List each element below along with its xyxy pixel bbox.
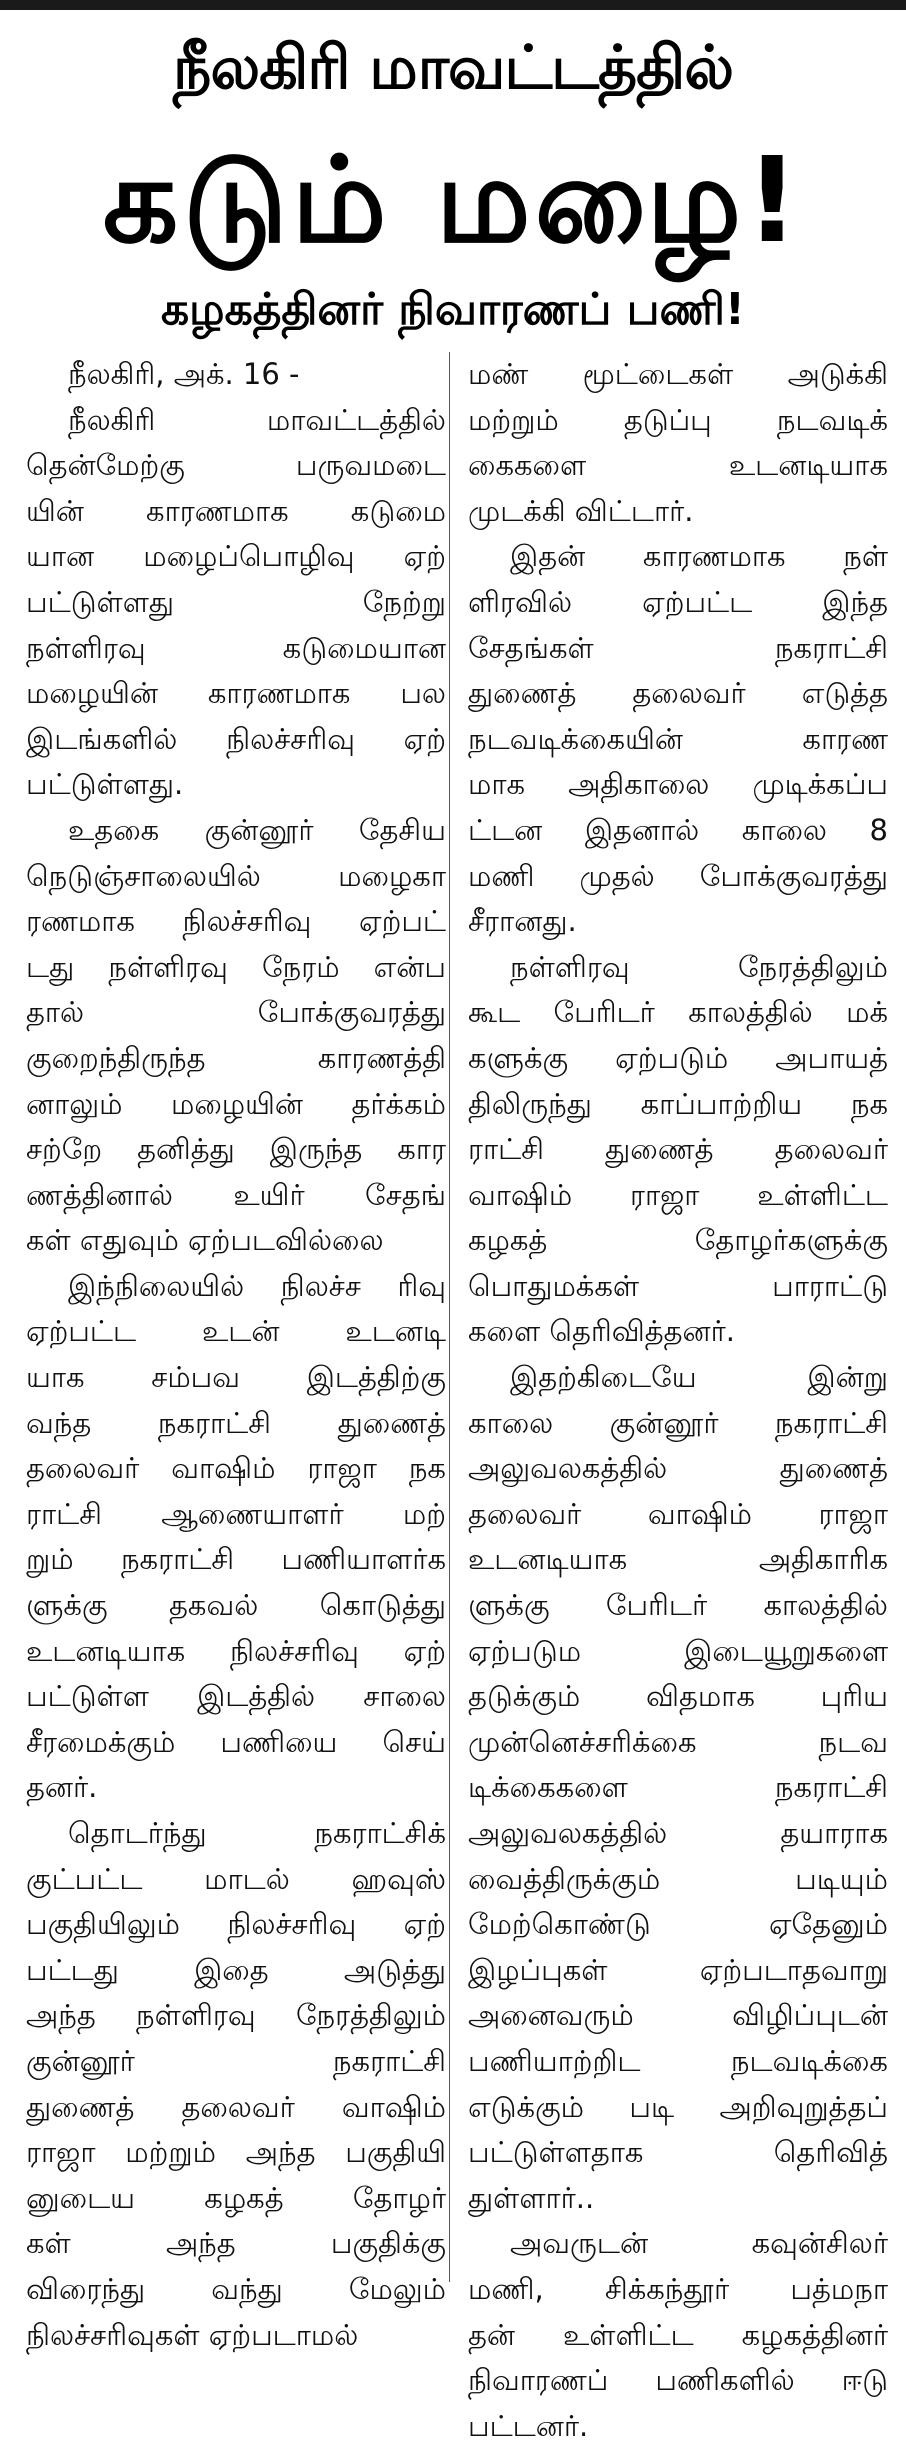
article-line: ஏற்படும இடையூறுகளை <box>468 1633 888 1668</box>
top-strip <box>0 0 906 10</box>
article-line: திலிருந்து காப்பாற்றிய நக <box>468 1086 888 1121</box>
article-line: காலை குன்னூர் நகராட்சி <box>468 1405 888 1440</box>
article-line: நள்ளிரவு கடுமையான <box>26 630 446 665</box>
article-line: ட்டன இதனால் காலை 8 <box>468 812 888 847</box>
article-line: மற்றும் தடுப்பு நடவடிக் <box>468 402 888 437</box>
article-line: முடக்கி விட்டார். <box>468 493 694 528</box>
article-line: அலுவலகத்தில் தயாராக <box>468 1816 888 1850</box>
article-line: இழப்புகள் ஏற்படாதவாறு <box>468 1952 888 1987</box>
article-line: விரைந்து வந்து மேலும் <box>26 2271 446 2306</box>
article-line: இடங்களில் நிலச்சரிவு ஏற் <box>26 721 446 756</box>
article-line: கள் எதுவும் ஏற்படவில்லை <box>26 1223 384 1258</box>
article-line: தால் போக்குவரத்து <box>26 995 446 1030</box>
article-line: துணைத் தலைவர் எடுத்த <box>468 676 888 711</box>
article-line: தடுக்கும் விதமாக புரிய <box>468 1679 888 1714</box>
article-line: தனர். <box>26 1770 98 1805</box>
article-line: யின் காரணமாக கடுமை <box>26 493 446 528</box>
article-line: கைகளை உடனடியாக <box>468 448 888 483</box>
article-line: னுடைய கழகத் தோழர் <box>26 2180 446 2215</box>
column-divider <box>449 352 450 2282</box>
article-line: முன்னெச்சரிக்கை நடவ <box>468 1724 888 1759</box>
article-paragraph <box>26 352 446 398</box>
article-paragraph <box>26 398 446 808</box>
article-line: குறைந்திருந்த காரணத்தி <box>26 1040 446 1075</box>
article-line: தலைவர் வாஷிம் ராஜா <box>468 1496 888 1531</box>
article-line: வந்த நகராட்சி துணைத் <box>26 1405 446 1440</box>
article-line: குன்னூர் நகராட்சி <box>26 2043 446 2078</box>
article-line: இந்நிலையில் நிலச்ச ரிவு <box>68 1268 446 1303</box>
article-paragraph <box>468 534 888 944</box>
article-paragraph <box>468 2221 888 2449</box>
article-line: நள்ளிரவு நேரத்திலும் <box>510 949 888 984</box>
article-column-left <box>26 352 446 2358</box>
article-line: நிவாரணப் பணிகளில் ஈடு <box>468 2363 888 2398</box>
article-line: அவருடன் கவுன்சிலர் <box>510 2226 888 2261</box>
article-line: கூட பேரிடர் காலத்தில் மக் <box>468 995 888 1030</box>
article-line: நிலச்சரிவுகள் ஏற்படாமல் <box>26 2317 359 2352</box>
article-line: வாஷிம் ராஜா உள்ளிட்ட <box>468 1177 888 1212</box>
article-line: பொதுமக்கள் பாராட்டு <box>468 1268 888 1303</box>
article-line: களுக்கு ஏற்படும் அபாயத் <box>468 1040 888 1075</box>
article-line: பட்டுள்ளதாக தெரிவித் <box>468 2135 888 2170</box>
article-paragraph <box>26 808 446 1264</box>
article-paragraph <box>468 352 888 534</box>
article-line: நடவடிக்கையின் காரண <box>468 721 888 756</box>
article-line: ணத்தினால் உயிர் சேதங் <box>26 1177 446 1212</box>
article-column-right <box>468 352 888 2449</box>
article-line: டது நள்ளிரவு நேரம் என்ப <box>26 949 446 984</box>
headline-line-2: கடும் மழை! <box>102 131 804 269</box>
article-line: பகுதியிலும் நிலச்சரிவு ஏற் <box>26 1907 446 1942</box>
article-line: றும் நகராட்சி பணியாளர்க <box>26 1542 446 1577</box>
article-line: ளுக்கு பேரிடர் காலத்தில் <box>468 1588 888 1623</box>
article-line: பட்டுள்ளது நேற்று <box>26 584 446 619</box>
article-line: சீரமைக்கும் பணியை செய் <box>26 1724 446 1759</box>
article-line: அனைவரும் விழிப்புடன் <box>468 1998 888 2033</box>
article-line: கழகத் தோழர்களுக்கு <box>468 1223 888 1258</box>
article-line: ஏற்பட்ட உடன் உடனடி <box>26 1314 446 1349</box>
article-paragraph <box>26 1264 446 1811</box>
article-line: உதகை குன்னூர் தேசிய <box>68 812 446 847</box>
article-paragraph <box>26 1811 446 2358</box>
article-line: உடனடியாக அதிகாரிக <box>468 1542 888 1577</box>
article-line: கள் அந்த பகுதிக்கு <box>26 2226 446 2261</box>
article-line: வைத்திருக்கும் படியும் <box>468 1861 888 1896</box>
article-line: மழையின் காரணமாக பல <box>26 676 446 711</box>
article-line: ளுக்கு தகவல் கொடுத்து <box>26 1588 446 1623</box>
article-paragraph <box>468 945 888 1355</box>
article-line: பட்டுள்ளது. <box>26 767 184 802</box>
article-line: அந்த நள்ளிரவு நேரத்திலும் <box>26 1998 446 2033</box>
article-line: இதன் காரணமாக நள் <box>510 539 888 574</box>
article-line: தலைவர் வாஷிம் ராஜா நக <box>26 1451 446 1486</box>
article-line: னாலும் மழையின் தர்க்கம் <box>26 1086 446 1121</box>
article-line: பட்டுள்ள இடத்தில் சாலை <box>26 1679 446 1714</box>
article-line: தன் உள்ளிட்ட கழகத்தினர் <box>468 2317 888 2352</box>
headline-line-1: நீலகிரி மாவட்டத்தில் <box>172 33 734 103</box>
article-line: யாக சம்பவ இடத்திற்கு <box>26 1360 446 1395</box>
article-line: நீலகிரி, அக். 16 - <box>68 357 300 391</box>
article-line: பட்டனர். <box>468 2408 589 2443</box>
article-line: தென்மேற்கு பருவமடை <box>26 448 446 483</box>
article-line: எடுக்கும் படி அறிவுறுத்தப் <box>468 2089 888 2124</box>
article-line: பணியாற்றிட நடவடிக்கை <box>468 2043 888 2078</box>
article-line: சீரானது. <box>468 904 577 939</box>
article-line: நீலகிரி மாவட்டத்தில் <box>68 402 446 437</box>
article-line: சற்றே தனித்து இருந்த கார <box>26 1132 446 1167</box>
article-line: இதற்கிடையே இன்று <box>510 1360 888 1395</box>
article-line: குட்பட்ட மாடல் ஹவுஸ் <box>26 1861 446 1896</box>
article-line: ராட்சி துணைத் தலைவர் <box>468 1132 888 1167</box>
article-line: மணி முதல் போக்குவரத்து <box>468 858 888 893</box>
article-line: மாக அதிகாலை முடிக்கப்ப <box>468 767 888 802</box>
article-paragraph <box>468 1355 888 2221</box>
article-line: பட்டது இதை அடுத்து <box>26 1952 446 1987</box>
article-line: ளிரவில் ஏற்பட்ட இந்த <box>468 584 888 619</box>
article-line: மேற்கொண்டு ஏதேனும் <box>468 1907 888 1942</box>
article-line: தொடர்ந்து நகராட்சிக் <box>68 1816 446 1850</box>
article-line: மணி, சிக்கந்தூர் பத்மநா <box>468 2271 888 2306</box>
article-line: ரணமாக நிலச்சரிவு ஏற்பட் <box>26 904 446 939</box>
article-line: யான மழைப்பொழிவு ஏற் <box>26 539 446 574</box>
article-line: சேதங்கள் நகராட்சி <box>468 630 888 665</box>
article-line: துணைத் தலைவர் வாஷிம் <box>26 2089 446 2124</box>
article-line: உடனடியாக நிலச்சரிவு ஏற் <box>26 1633 446 1668</box>
article-line: மண் மூட்டைகள் அடுக்கி <box>468 357 888 391</box>
article-line: அலுவலகத்தில் துணைத் <box>468 1451 888 1486</box>
article-line: நெடுஞ்சாலையில் மழைகா <box>26 858 446 893</box>
article-line: ராஜா மற்றும் அந்த பகுதியி <box>26 2135 446 2170</box>
article-line: ராட்சி ஆணையாளர் மற் <box>26 1496 446 1531</box>
subheadline: கழகத்தினர் நிவாரணப் பணி! <box>161 284 745 335</box>
article-line: டிக்கைகளை நகராட்சி <box>468 1770 888 1805</box>
article-line: களை தெரிவித்தனர். <box>468 1314 735 1349</box>
article-line: துள்ளார்.. <box>468 2180 595 2215</box>
